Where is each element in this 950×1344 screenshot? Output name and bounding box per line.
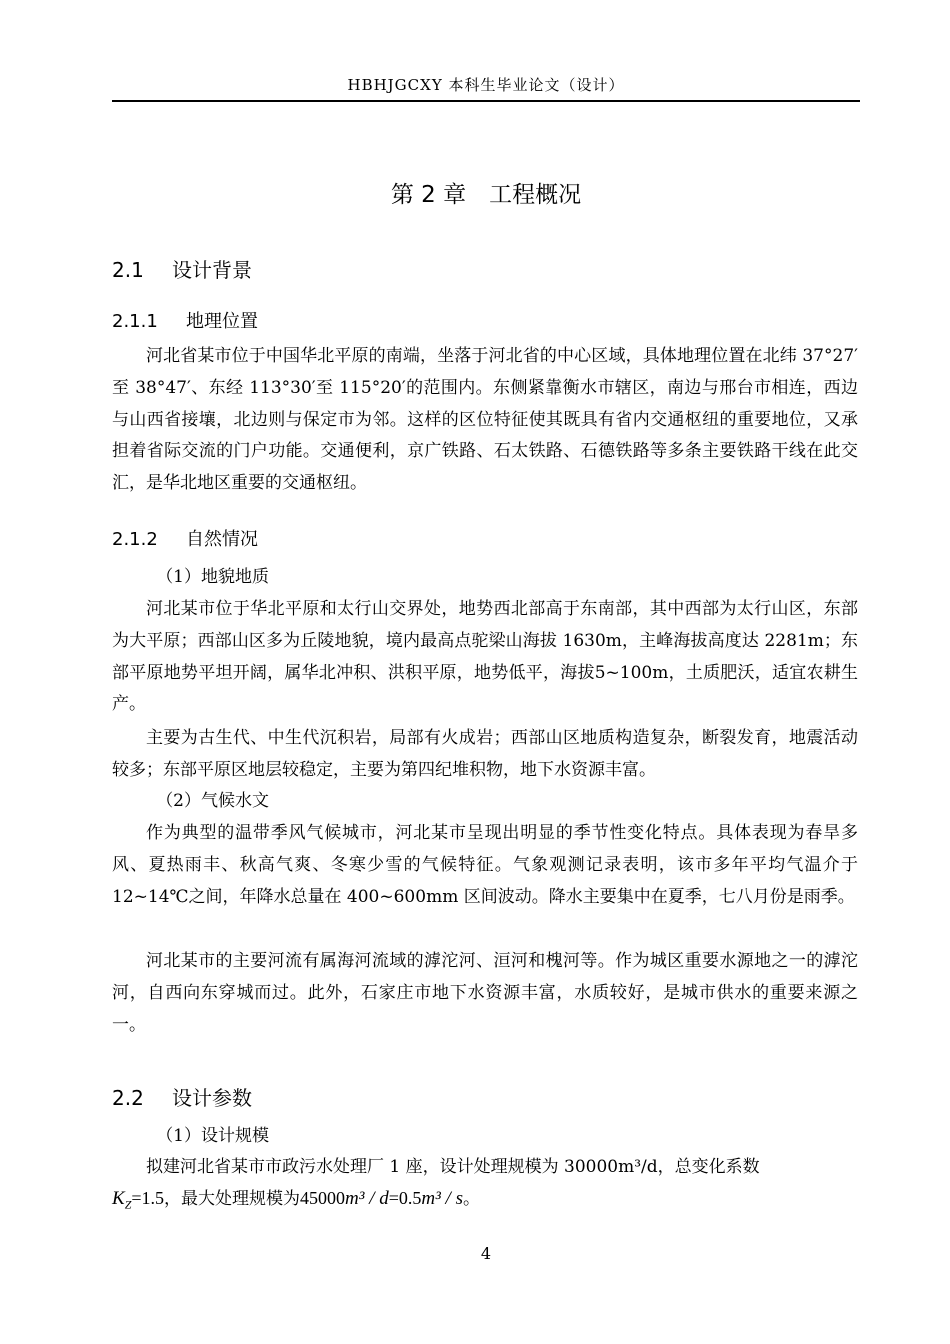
equals-sign: = bbox=[388, 1188, 399, 1208]
subheading-scale: （1）设计规模 bbox=[156, 1126, 270, 1146]
max-flow-unit: m³ / d bbox=[345, 1188, 389, 1209]
formula-line bbox=[112, 1183, 858, 1221]
formula-text: ，最大处理规模为 bbox=[164, 1189, 301, 1209]
max-flow-value-seconds: 0.5 bbox=[398, 1188, 422, 1208]
header-rule bbox=[112, 100, 860, 102]
kz-symbol: K bbox=[112, 1188, 125, 1209]
subheading-landform: （1）地貌地质 bbox=[156, 567, 270, 587]
max-flow-unit-seconds: m³ / s bbox=[421, 1188, 463, 1209]
section-heading-2-1 bbox=[112, 254, 252, 283]
running-header: HBHJGCXY 本科生毕业论文（设计） bbox=[347, 76, 625, 94]
max-flow-value: 45000 bbox=[300, 1188, 346, 1208]
section-title: 设计参数 bbox=[172, 1086, 252, 1110]
section-heading-2-1-2 bbox=[112, 525, 258, 551]
section-title: 自然情况 bbox=[186, 529, 258, 550]
section-number: 2.1 bbox=[112, 258, 144, 282]
section-title: 地理位置 bbox=[186, 311, 258, 332]
formula-end: 。 bbox=[462, 1189, 480, 1209]
paragraph-geology: 主要为古生代、中生代沉积岩，局部有火成岩；西部山区地质构造复杂，断裂发育，地震活动较多；东部平原区地层较稳定，主要为第四纪堆积物，地下水资源丰富。 bbox=[112, 728, 858, 780]
paragraph-scale: 拟建河北省某市市政污水处理厂 1 座，设计处理规模为 30000m³/d，总变化系数 bbox=[146, 1157, 760, 1177]
section-number: 2.1.1 bbox=[112, 311, 158, 332]
section-heading-2-1-1 bbox=[112, 307, 258, 333]
section-number: 2.2 bbox=[112, 1086, 144, 1110]
section-title: 设计背景 bbox=[172, 258, 252, 282]
page-number: 4 bbox=[480, 1244, 492, 1263]
section-number: 2.1.2 bbox=[112, 529, 158, 550]
chapter-title: 第 2 章 工程概况 bbox=[390, 182, 582, 208]
section-heading-2-2 bbox=[112, 1082, 252, 1111]
kz-value: =1.5 bbox=[131, 1188, 165, 1208]
paragraph-hydrology: 河北某市的主要河流有属海河流域的滹沱河、洹河和槐河等。作为城区重要水源地之一的滹沱河，自西向东穿城而过。此外，石家庄市地下水资源丰富，水质较好，是城市供水的重要来源之一。 bbox=[112, 951, 858, 1035]
paragraph-landform: 河北某市位于华北平原和太行山交界处，地势西北部高于东南部，其中西部为太行山区，东部为大平原；西部山区多为丘陵地貌，境内最高点驼梁山海拔 1630m，主峰海拔高度达 2281m；东部平原地势平坦开阔，属华北冲积、洪积平原，地势低平，海拔5~100m，土质肥沃，适宜农耕生产。 bbox=[112, 599, 858, 715]
kz-subscript: Z bbox=[124, 1197, 132, 1212]
paragraph-location: 河北省某市位于中国华北平原的南端，坐落于河北省的中心区域，具体地理位置在北纬 37°27′至 38°47′、东经 113°30′至 115°20′的范围内。东侧紧靠衡水市辖区，南边与邢台市相连，西边与山西省接壤，北边则与保定市为邻。这样的区位特征使其既具有省内交通枢纽的重要地位，又承担着省际交流的门户功能。交通便利，京广铁路、石太铁路、石德铁路等多条主要铁路干线在此交汇，是华北地区重要的交通枢纽。 bbox=[112, 346, 858, 494]
subheading-climate: （2）气候水文 bbox=[156, 791, 270, 811]
paragraph-climate: 作为典型的温带季风气候城市，河北某市呈现出明显的季节性变化特点。具体表现为春旱多风、夏热雨丰、秋高气爽、冬寒少雪的气候特征。气象观测记录表明，该市多年平均气温介于 12~14℃之间，年降水总量在 400~600mm 区间波动。降水主要集中在夏季，七八月份是雨季。 bbox=[112, 823, 858, 907]
